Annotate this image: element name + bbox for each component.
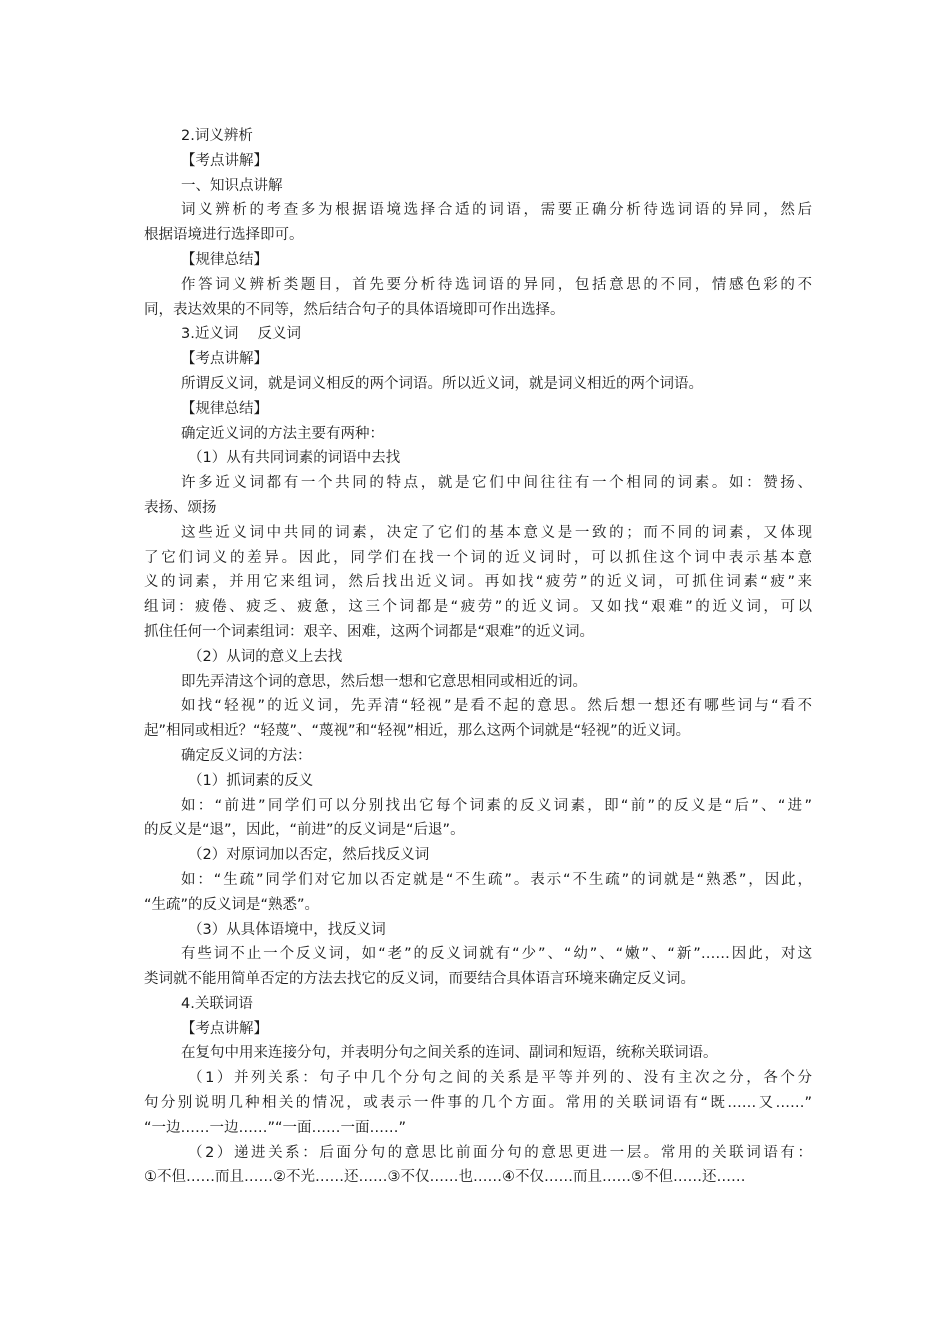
text-line: 了它们词义的差异。因此，同学们在找一个词的近义词时，可以抓住这个词中表示基本意: [144, 549, 812, 566]
text-line: 词义辨析的考查多为根据语境选择合适的词语，需要正确分析待选词语的异同，然后: [181, 202, 812, 219]
text-line: 【考点讲解】: [181, 1020, 268, 1037]
text-line: （1）从有共同词素的词语中去找: [188, 450, 401, 467]
text-line: 如：“生疏”同学们对它加以否定就是“不生疏”。表示“不生疏”的词就是“熟悉”，因此，: [181, 871, 812, 888]
text-line: 句分别说明几种相关的情况，或表示一件事的几个方面。常用的关联词语有“既……又……”: [144, 1095, 812, 1112]
text-line: （2）对原词加以否定，然后找反义词: [188, 847, 430, 864]
text-line: 【规律总结】: [181, 251, 268, 268]
text-line: （2）递进关系：后面分句的意思比前面分句的意思更进一层。常用的关联词语有：: [188, 1144, 812, 1161]
text-line: （2）从词的意义上去找: [188, 648, 343, 665]
text-line: 【规律总结】: [181, 400, 268, 417]
text-line: 组词：疲倦、疲乏、疲惫，这三个词都是“疲劳”的近义词。又如找“艰难”的近义词，可以: [144, 599, 812, 616]
text-line: 许多近义词都有一个共同的特点，就是它们中间往往有一个相同的词素。如：赞扬、: [181, 475, 812, 492]
text-line: 所谓反义词，就是词义相反的两个词语。所以近义词，就是词义相近的两个词语。: [181, 375, 703, 392]
text-line: ①不但……而且……②不光……还……③不仅……也……④不仅……而且……⑤不但……还……: [144, 1169, 746, 1186]
text-line: 【考点讲解】: [181, 152, 268, 169]
text-line: 起”相同或相近？“轻蔑”、“蔑视”和“轻视”相近，那么这两个词就是“轻视”的近义词。: [144, 723, 691, 740]
text-line: 即先弄清这个词的意思，然后想一想和它意思相同或相近的词。: [181, 673, 587, 690]
text-line: 确定反义词的方法：: [181, 747, 312, 764]
text-line: 的反义是“退”，因此，“前进”的反义词是“后退”。: [144, 822, 465, 839]
text-line: 这些近义词中共同的词素，决定了它们的基本意义是一致的；而不同的词素，又体现: [181, 524, 812, 541]
text-line: 有些词不止一个反义词，如“老”的反义词就有“少”、“幼”、“嫩”、“新”……因此，对这: [181, 946, 812, 963]
text-line: 3.近义词 反义词: [181, 326, 301, 343]
text-line: “生疏”的反义词是“熟悉”。: [144, 896, 320, 913]
text-line: 如：“前进”同学们可以分别找出它每个词素的反义词素，即“前”的反义是“后”、“进”: [181, 797, 812, 814]
text-line: （1）抓词素的反义: [188, 772, 314, 789]
document-body: [144, 124, 812, 1190]
text-line: 作答词义辨析类题目，首先要分析待选词语的异同，包括意思的不同，情感色彩的不: [181, 276, 812, 293]
text-line: 同，表达效果的不同等，然后结合句子的具体语境即可作出选择。: [144, 301, 565, 318]
text-line: （3）从具体语境中，找反义词: [188, 921, 386, 938]
text-line: 抓住任何一个词素组词：艰辛、困难，这两个词都是“艰难”的近义词。: [144, 623, 595, 640]
text-line: 表扬、颂扬: [144, 499, 217, 516]
text-line: 2.词义辨析: [181, 128, 253, 144]
text-line: 如找“轻视”的近义词，先弄清“轻视”是看不起的意思。然后想一想还有哪些词与“看不: [181, 698, 812, 715]
text-line: 【考点讲解】: [181, 351, 268, 368]
text-line: 4.关联词语: [181, 995, 253, 1012]
text-line: 在复句中用来连接分句，并表明分句之间关系的连词、副词和短语，统称关联词语。: [181, 1045, 718, 1062]
text-line: 根据语境进行选择即可。: [144, 227, 304, 244]
text-line: 确定近义词的方法主要有两种：: [181, 425, 384, 442]
text-line: 义的词素，并用它来组词，然后找出近义词。再如找“疲劳”的近义词，可抓住词素“疲”来: [144, 574, 812, 591]
text-line: 一、知识点讲解: [181, 177, 283, 194]
text-line: “一边……一边……”“一面……一面……”: [144, 1119, 407, 1136]
text-line: 类词就不能用简单否定的方法去找它的反义词，而要结合具体语言环境来确定反义词。: [144, 971, 695, 988]
text-line: （1）并列关系：句子中几个分句之间的关系是平等并列的、没有主次之分，各个分: [188, 1070, 812, 1087]
